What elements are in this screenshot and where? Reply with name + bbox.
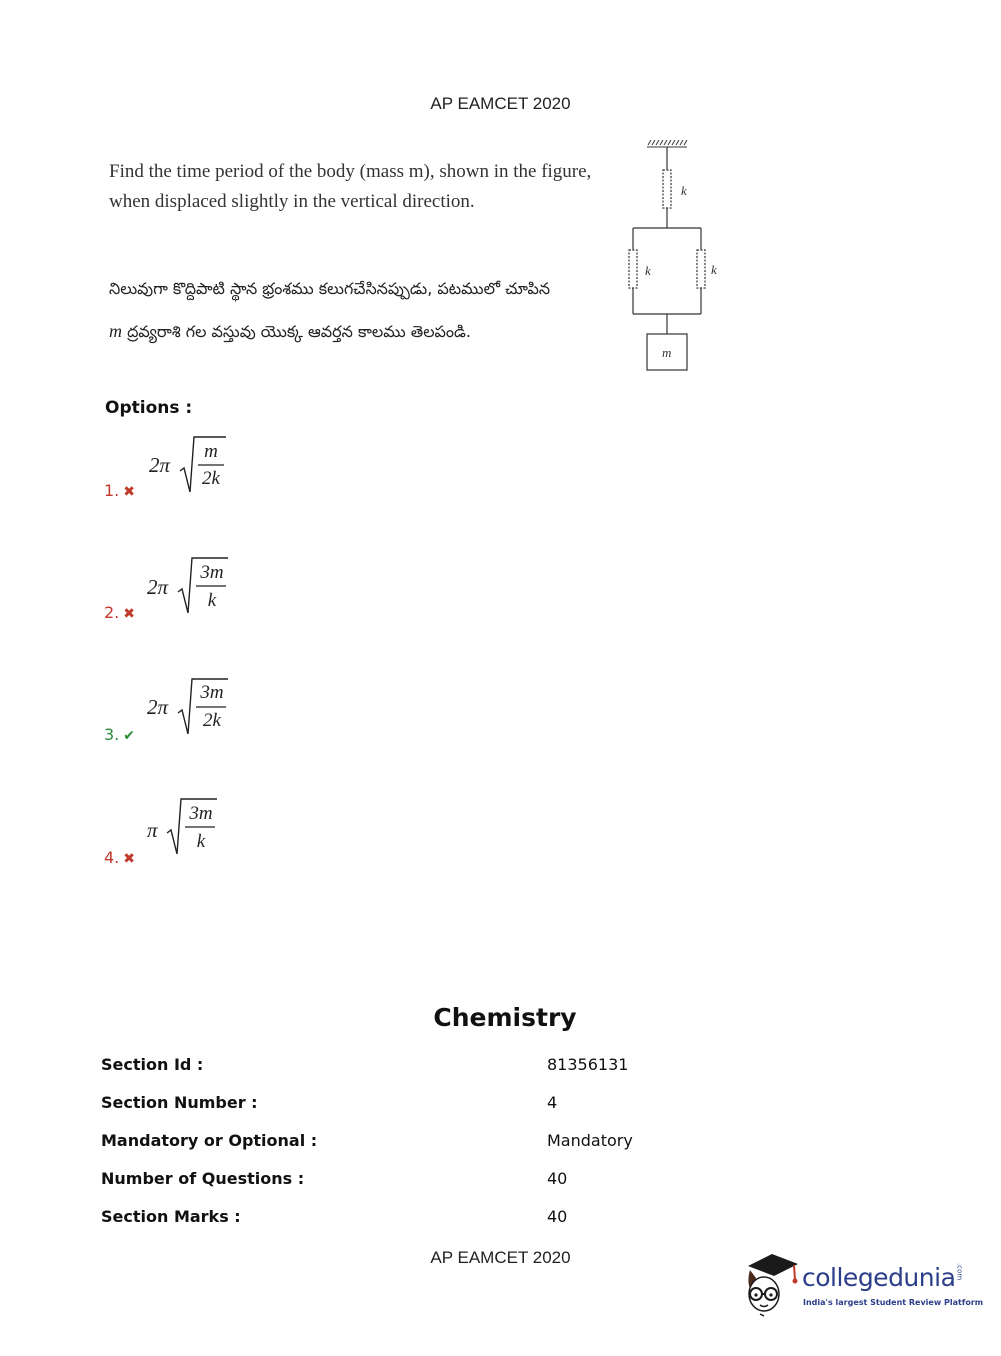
mascot-logo-icon — [742, 1248, 800, 1318]
option-1-coefficient: 2π — [149, 453, 171, 477]
options-title: Options : — [105, 398, 193, 418]
label-mass: m — [662, 345, 672, 360]
logo-name: collegedunia — [802, 1263, 956, 1292]
option-number: 3. — [104, 725, 120, 744]
top-spring — [663, 170, 671, 208]
option-3-coefficient: 2π — [147, 695, 169, 719]
section-number-value: 4 — [547, 1093, 558, 1112]
spring-mass-figure — [615, 138, 725, 378]
option-number: 1. — [104, 481, 120, 500]
option-4-coefficient: π — [147, 818, 158, 842]
section-marks-value: 40 — [547, 1207, 568, 1226]
option-2-coefficient: 2π — [147, 575, 169, 599]
label-k-right: k — [711, 262, 717, 277]
option-3-denominator: 2k — [203, 710, 221, 731]
section-number-label: Section Number : — [101, 1093, 258, 1112]
section-marks-label: Section Marks : — [101, 1207, 241, 1226]
mass-symbol: m — [109, 321, 122, 341]
question-count-value: 40 — [547, 1169, 568, 1188]
cross-icon: ✖ — [123, 484, 135, 500]
logo-wordmark — [802, 1263, 963, 1292]
telugu-line-2-text: ద్రవ్యరాశి గల వస్తువు యొక్క ఆవర్తన కాలము తెలపండి. — [127, 322, 471, 341]
ceiling-hatch — [647, 140, 687, 147]
page-footer: AP EAMCET 2020 — [430, 1248, 571, 1267]
label-k-left: k — [645, 263, 651, 278]
option-3-numerator: 3m — [200, 682, 224, 703]
section-id-value: 81356131 — [547, 1055, 629, 1074]
option-4-number — [104, 848, 135, 867]
page-header: AP EAMCET 2020 — [430, 94, 571, 113]
section-id-label: Section Id : — [101, 1055, 204, 1074]
question-count-label: Number of Questions : — [101, 1169, 305, 1188]
option-4-denominator: k — [196, 831, 206, 852]
label-k-top: k — [681, 183, 687, 198]
option-3-number — [104, 725, 135, 744]
mandatory-label: Mandatory or Optional : — [101, 1131, 318, 1150]
option-2-numerator: 3m — [200, 562, 224, 583]
telugu-line-1: నిలువుగా కొద్దిపాటి స్థాన భ్రంశము కలుగచేసినప్పుడు, పటములో చూపిన — [109, 279, 551, 298]
telugu-line-2 — [109, 310, 629, 353]
left-spring — [629, 250, 637, 288]
option-number: 2. — [104, 603, 120, 622]
cross-icon: ✖ — [123, 606, 135, 622]
option-1-numerator: m — [204, 441, 218, 462]
logo-tagline: India's largest Student Review Platform — [803, 1298, 984, 1307]
option-1-number — [104, 481, 135, 500]
mandatory-value: Mandatory — [547, 1131, 633, 1150]
option-2-denominator: k — [207, 590, 217, 611]
option-2-number — [104, 603, 135, 622]
right-spring — [697, 250, 705, 288]
option-4-numerator: 3m — [189, 803, 213, 824]
question-text-english: Find the time period of the body (mass m), shown in the figure, when displaced slightly in the vertical direction. — [109, 161, 592, 212]
check-icon: ✔ — [123, 728, 135, 744]
cross-icon: ✖ — [123, 851, 135, 867]
option-number: 4. — [104, 848, 120, 867]
section-title: Chemistry — [433, 1003, 577, 1032]
logo-suffix: .com — [955, 1263, 964, 1281]
option-1-denominator: 2k — [202, 468, 220, 489]
question-text-telugu — [109, 268, 629, 353]
